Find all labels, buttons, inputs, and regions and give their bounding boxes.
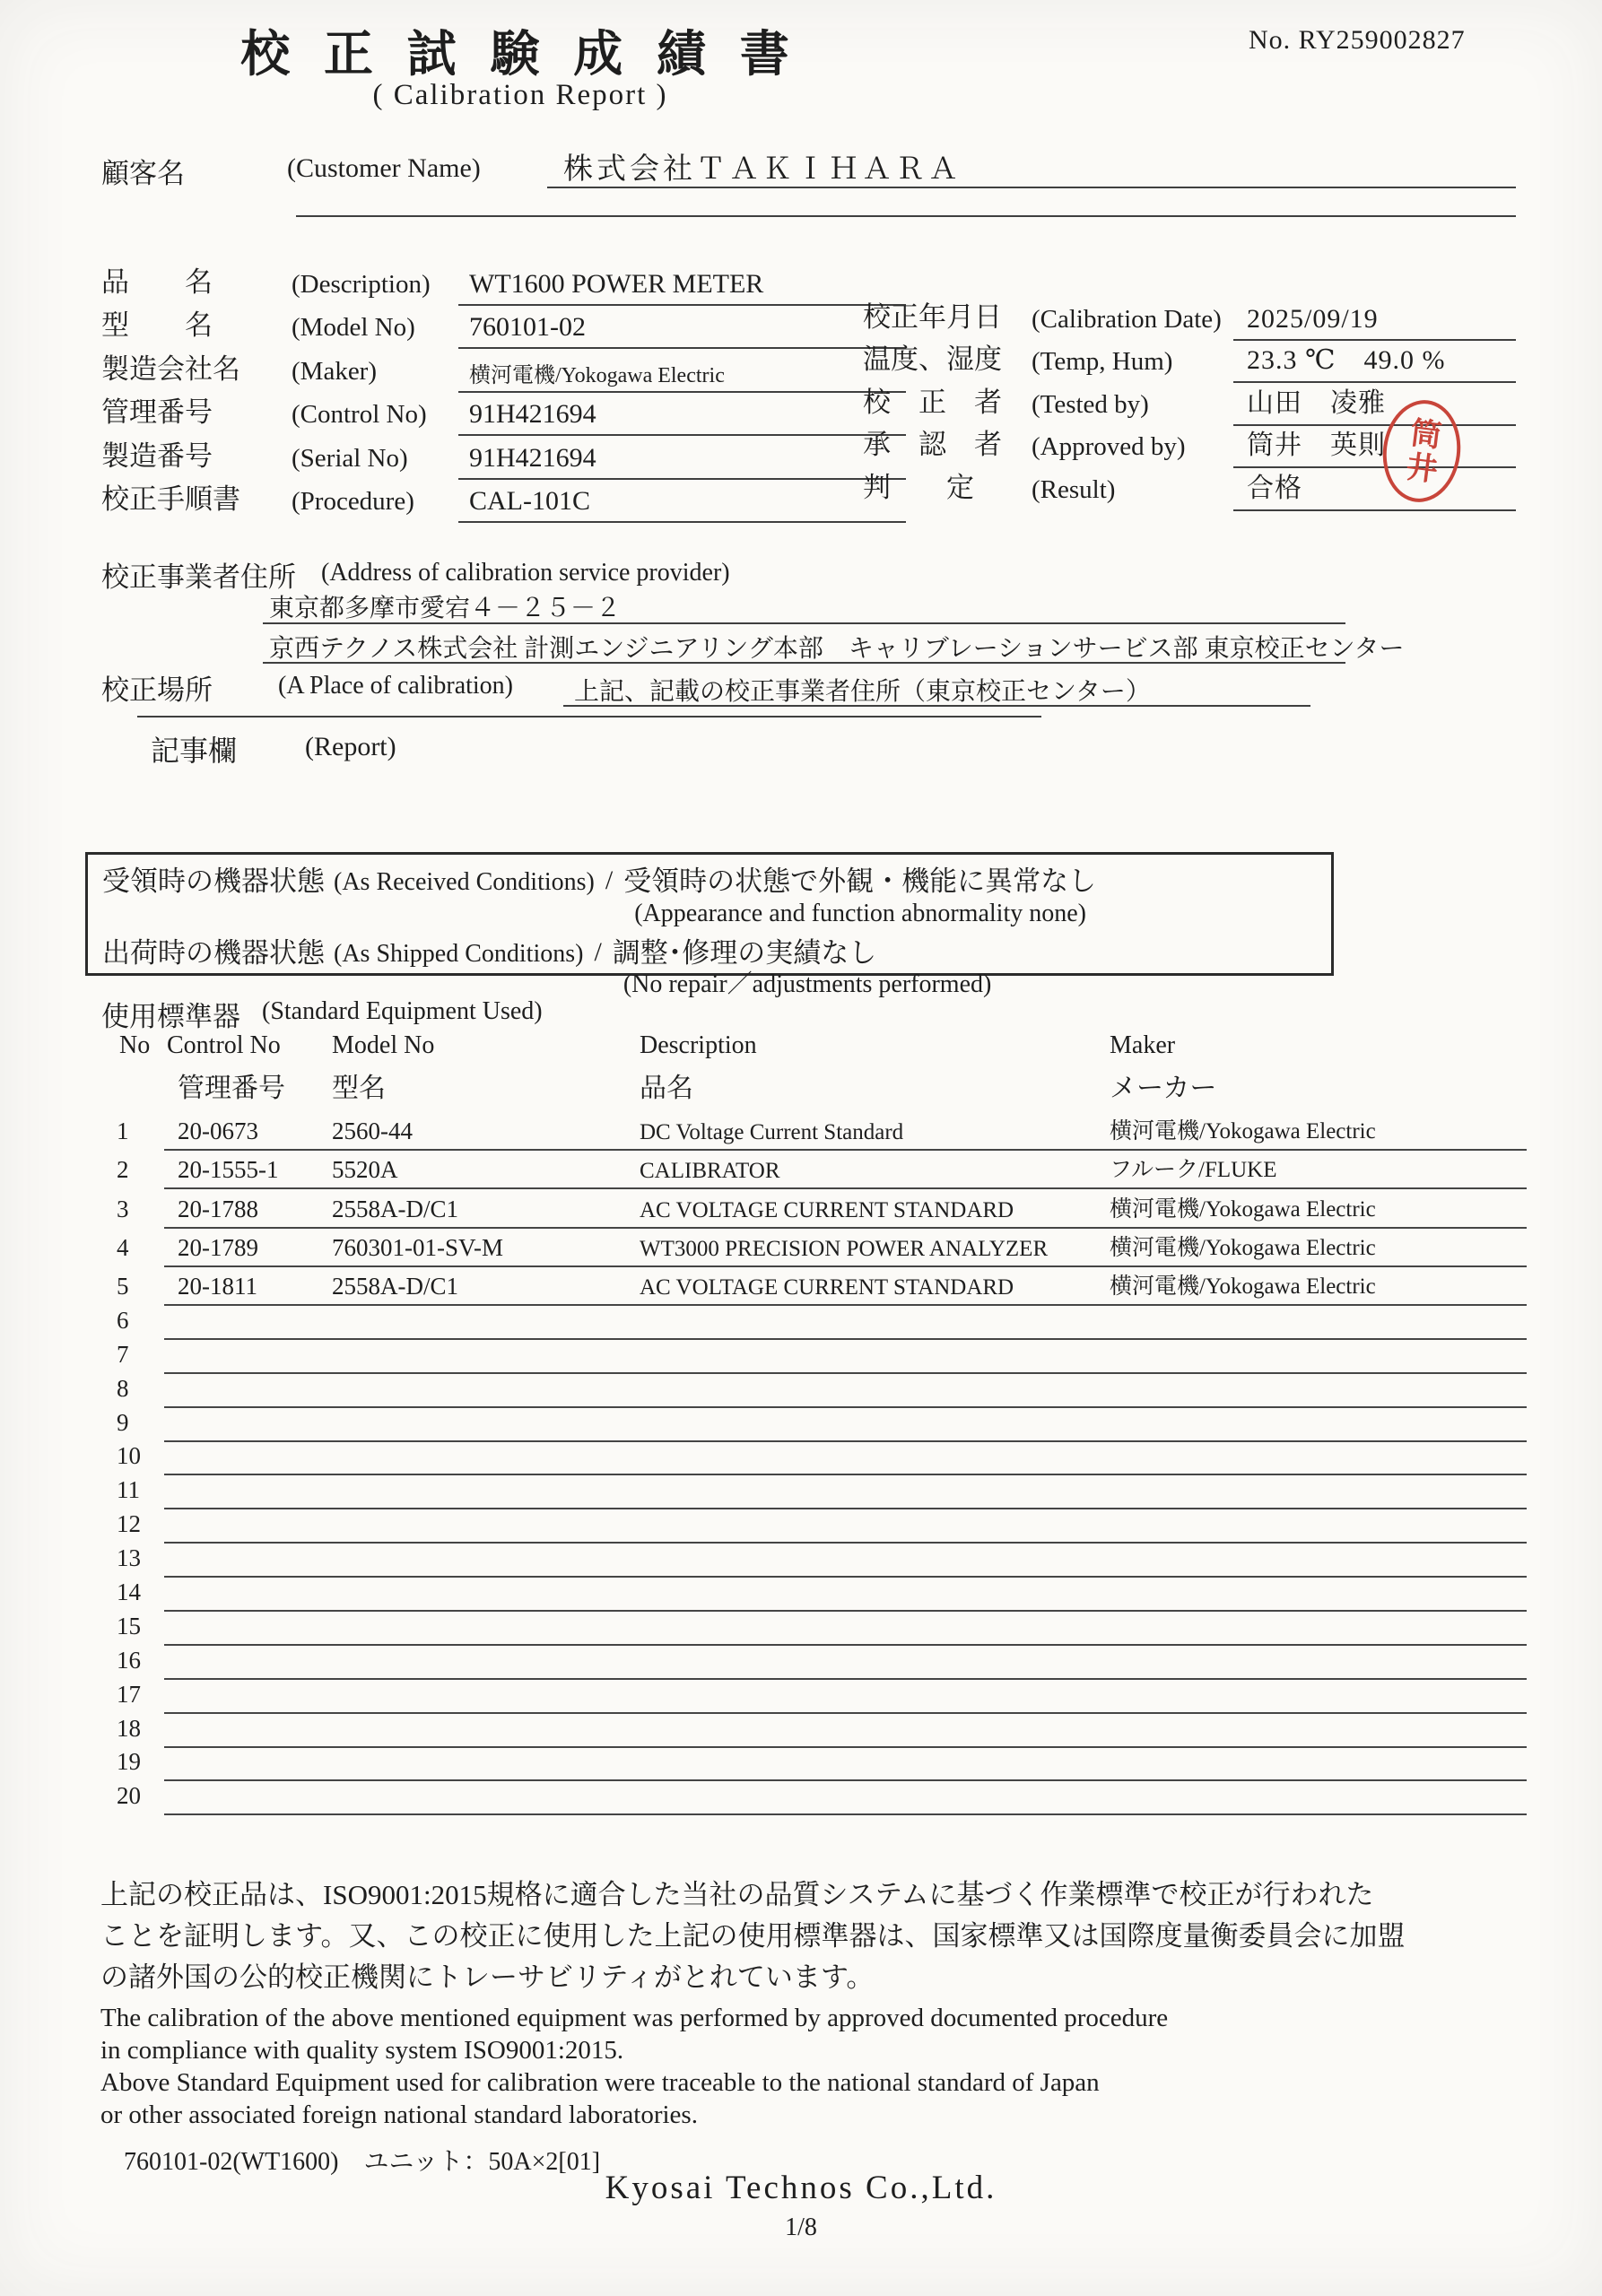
equipment-row: [0, 1544, 1602, 1578]
field-value: 横河電機/Yokogawa Electric: [469, 363, 725, 387]
field-label-en: (Approved by): [1032, 432, 1186, 461]
field-label-en: (Result): [1032, 474, 1116, 504]
cell-control-no: 20-1555-1: [178, 1156, 279, 1184]
certification-jp-line: ことを証明します。又、この校正に使用した上記の使用標準器は、国家標準又は国際度量衡委員会に加盟: [100, 1920, 1406, 1952]
field-label-jp: 型 名: [101, 309, 213, 341]
equipment-row: [0, 1229, 1602, 1267]
field-label-jp: 製造会社名: [101, 352, 240, 385]
equipment-row: [0, 1612, 1602, 1646]
cell-maker: 横河電機/Yokogawa Electric: [1110, 1196, 1376, 1222]
cell-no: 6: [117, 1306, 129, 1334]
header-model-no-jp: 型名: [332, 1074, 386, 1103]
field-label-jp: 判 定: [863, 471, 974, 503]
cell-no: 17: [117, 1680, 141, 1708]
place-label-jp: 校正場所: [101, 674, 213, 706]
equipment-row: [0, 1646, 1602, 1680]
place-underline: [563, 705, 1310, 707]
cell-no: 9: [117, 1408, 129, 1436]
certification-jp-line: 上記の校正品は、ISO9001:2015規格に適合した当社の品質システムに基づく作業標準で校正が行われた: [100, 1879, 1374, 1910]
cell-maker: フルーク/FLUKE: [1110, 1158, 1277, 1183]
equipment-row: [0, 1374, 1602, 1408]
address-underline-2: [263, 662, 1345, 664]
cell-no: 20: [117, 1782, 141, 1810]
certification-statement: [100, 1874, 1518, 2178]
field-label-jp: 校 正 者: [863, 386, 1002, 418]
device-info-left-column: [101, 264, 906, 525]
field-label-jp: 管理番号: [101, 396, 213, 428]
cell-maker: 横河電機/Yokogawa Electric: [1110, 1274, 1376, 1299]
conditions-box: [85, 852, 1334, 999]
page-number: 1/8: [785, 2213, 817, 2241]
field-value: 91H421694: [469, 442, 596, 473]
shipped-label-en: (As Shipped Conditions): [334, 939, 584, 968]
company-name: Kyosai Technos Co.,Ltd.: [605, 2170, 997, 2206]
cell-no: 11: [117, 1476, 140, 1504]
field-underline: [1233, 509, 1516, 511]
field-label-en: (Description): [292, 269, 431, 299]
notes-label-en: (Report): [305, 732, 396, 761]
cell-maker: 横河電機/Yokogawa Electric: [1110, 1235, 1376, 1260]
cell-no: 3: [117, 1195, 129, 1222]
field-value: 山田 凌雅: [1247, 387, 1386, 418]
as-received-row: [102, 865, 1317, 928]
shipped-label-jp: 出荷時の機器状態: [102, 936, 325, 969]
cell-no: 15: [117, 1612, 141, 1639]
device-field-row: [101, 351, 906, 395]
cell-no: 18: [117, 1714, 141, 1742]
address-label-en: (Address of calibration service provider): [321, 559, 730, 587]
customer-label-en: (Customer Name): [287, 153, 481, 183]
field-label-en: (Control No): [292, 400, 427, 429]
cell-no: 10: [117, 1442, 141, 1470]
certification-en-line: or other associated foreign national standard laboratories.: [100, 2100, 698, 2129]
field-label-en: (Procedure): [292, 487, 414, 516]
address-line-1: 東京都多摩市愛宕４－２５－２: [269, 595, 622, 622]
field-value: 2025/09/19: [1247, 303, 1379, 334]
equipment-row: [0, 1340, 1602, 1374]
cell-no: 14: [117, 1578, 141, 1605]
cell-model-no: 760301-01-SV-M: [332, 1233, 504, 1261]
certification-en-line: in compliance with quality system ISO9001:2015.: [100, 2036, 624, 2065]
shipped-note-jp: 調整･修理の実績なし: [612, 936, 877, 969]
field-label-jp: 校正手順書: [101, 483, 240, 515]
cell-description: DC Voltage Current Standard: [640, 1120, 904, 1145]
device-field-row: [101, 482, 906, 526]
header-control-no: Control No: [167, 1031, 281, 1059]
shipped-note-en: (No repair／adjustments performed): [623, 970, 992, 999]
field-underline: [458, 434, 906, 436]
field-underline: [458, 347, 906, 349]
separator-slash: /: [594, 936, 602, 967]
device-field-row: [101, 308, 906, 352]
field-value: 筒井 英則: [1247, 430, 1386, 460]
header-control-no-jp: 管理番号: [178, 1074, 285, 1103]
device-field-row: [101, 438, 906, 482]
certification-jp: [100, 1874, 1518, 1998]
header-maker-jp: メーカー: [1110, 1074, 1217, 1103]
place-value: 上記、記載の校正事業者住所（東京校正センター）: [574, 678, 1151, 706]
equipment-title-en: (Standard Equipment Used): [262, 997, 543, 1025]
cell-model-no: 2558A-D/C1: [332, 1272, 458, 1300]
header-maker: Maker: [1110, 1031, 1176, 1059]
field-label-en: (Calibration Date): [1032, 304, 1222, 334]
header-no: No: [119, 1031, 151, 1059]
equipment-row: [0, 1578, 1602, 1612]
as-shipped-row: [102, 937, 1317, 1000]
cell-model-no: 5520A: [332, 1156, 398, 1184]
cell-control-no: 20-1811: [178, 1272, 257, 1300]
cell-no: 5: [117, 1272, 129, 1300]
customer-name-value: 株式会社ＴＡＫＩＨＡＲＡ: [563, 153, 962, 186]
cell-no: 7: [117, 1340, 129, 1368]
field-label-jp: 製造番号: [101, 439, 213, 472]
field-label-en: (Tested by): [1032, 389, 1149, 419]
cell-no: 16: [117, 1646, 141, 1674]
cell-description: AC VOLTAGE CURRENT STANDARD: [640, 1197, 1014, 1222]
field-underline: [458, 521, 906, 523]
field-label-en: (Serial No): [292, 443, 408, 473]
received-label-jp: 受領時の機器状態: [102, 865, 325, 897]
header-model-no: Model No: [332, 1031, 435, 1059]
cell-model-no: 2560-44: [332, 1118, 413, 1145]
field-label-jp: 承 認 者: [863, 429, 1002, 460]
cell-control-no: 20-0673: [178, 1118, 258, 1145]
equipment-table-rows: [0, 1112, 1602, 1815]
equipment-row: [0, 1112, 1602, 1151]
cell-no: 19: [117, 1748, 141, 1776]
address-label-jp: 校正事業者住所: [101, 561, 296, 593]
page-subtitle: ( Calibration Report ): [372, 79, 668, 111]
cell-model-no: 2558A-D/C1: [332, 1195, 458, 1222]
customer-label-jp: 顧客名: [101, 158, 185, 189]
cell-description: AC VOLTAGE CURRENT STANDARD: [640, 1274, 1014, 1300]
report-number: No. RY259002827: [1249, 25, 1466, 55]
field-label-en: (Temp, Hum): [1032, 347, 1173, 376]
field-label-jp: 品 名: [101, 265, 213, 298]
cell-no: 1: [117, 1118, 129, 1145]
blank-underline: [296, 215, 1516, 217]
equipment-row: [0, 1509, 1602, 1544]
shipped-notes: [613, 937, 992, 1000]
cell-no: 12: [117, 1510, 141, 1538]
field-value: 760101-02: [469, 312, 586, 342]
cell-control-no: 20-1788: [178, 1195, 258, 1222]
equipment-row: [0, 1151, 1602, 1189]
customer-underline: [547, 187, 1516, 188]
separator-slash: /: [605, 865, 614, 895]
equipment-row: [0, 1306, 1602, 1340]
equipment-row: [0, 1714, 1602, 1748]
certification-en-line: Above Standard Equipment used for calibration were traceable to the national standard of Japan: [100, 2068, 1100, 2097]
field-underline: [458, 478, 906, 480]
place-label-en: (A Place of calibration): [278, 672, 514, 700]
equipment-row: [0, 1408, 1602, 1442]
equipment-row: [0, 1267, 1602, 1306]
cell-no: 4: [117, 1233, 129, 1261]
certification-en-line: The calibration of the above mentioned equipment was performed by approved documented procedure: [100, 2004, 1169, 2032]
header-description-jp: 品名: [640, 1074, 693, 1103]
field-label-en: (Model No): [292, 313, 415, 342]
notes-divider: [137, 716, 1041, 718]
received-note-en: (Appearance and function abnormality none): [634, 899, 1086, 927]
certification-jp-line: の諸外国の公的校正機関にトレーサビリティがとれています。: [100, 1961, 875, 1993]
equipment-row: [0, 1442, 1602, 1476]
cell-no: 2: [117, 1156, 129, 1184]
cell-description: CALIBRATOR: [640, 1159, 780, 1184]
field-value: 91H421694: [469, 399, 596, 429]
received-note-jp: 受領時の状態で外観・機能に異常なし: [623, 865, 1097, 897]
cell-no: 13: [117, 1544, 141, 1572]
field-label-jp: 校正年月日: [863, 300, 1002, 333]
received-notes: [623, 865, 1096, 928]
equipment-row: [0, 1189, 1602, 1228]
cell-maker: 横河電機/Yokogawa Electric: [1110, 1119, 1376, 1144]
field-value: WT1600 POWER METER: [469, 268, 764, 299]
field-underline: [458, 391, 906, 393]
field-label-jp: 温度、湿度: [863, 344, 1002, 375]
equipment-row: [0, 1781, 1602, 1815]
field-value: CAL-101C: [469, 486, 590, 516]
field-label-en: (Maker): [292, 356, 378, 386]
field-value: 合格: [1247, 473, 1302, 503]
cell-no: 8: [117, 1374, 129, 1402]
address-underline-1: [263, 622, 1345, 624]
page-title: 校 正 試 験 成 績 書: [240, 27, 800, 82]
row-underline: [164, 1813, 1527, 1815]
equipment-row: [0, 1475, 1602, 1509]
address-line-2: 京西テクノス株式会社 計測エンジニアリング本部 キャリブレーションサービス部 東京校正センター: [269, 635, 1405, 663]
stamp-text: 筒井: [1400, 414, 1443, 488]
field-underline: [458, 304, 906, 306]
field-value: 23.3 ℃ 49.0 %: [1247, 345, 1446, 375]
cell-control-no: 20-1789: [178, 1233, 258, 1261]
device-field-row: [101, 395, 906, 439]
equipment-title-jp: 使用標準器: [101, 1001, 240, 1032]
cell-description: WT3000 PRECISION POWER ANALYZER: [640, 1236, 1049, 1261]
unit-configuration-line: 760101-02(WT1600) ユニット：50A×2[01]: [124, 2148, 601, 2176]
device-field-row: [101, 264, 906, 308]
received-label-en: (As Received Conditions): [334, 868, 595, 896]
equipment-row: [0, 1748, 1602, 1782]
notes-label-jp: 記事欄: [151, 735, 238, 767]
certification-en: [100, 2002, 1518, 2131]
equipment-row: [0, 1680, 1602, 1714]
header-description: Description: [640, 1031, 757, 1059]
